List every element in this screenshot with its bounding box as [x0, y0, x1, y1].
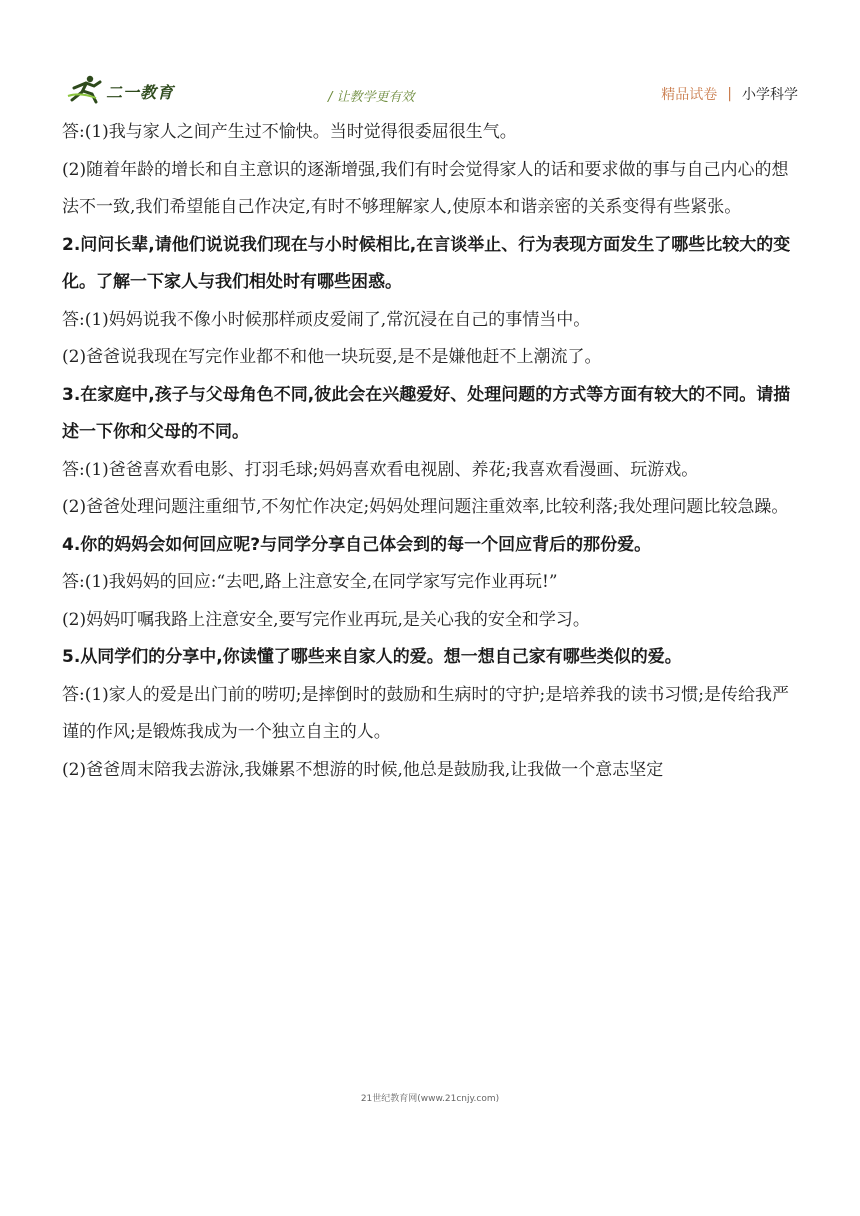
question-paragraph: 3.在家庭中,孩子与父母角色不同,彼此会在兴趣爱好、处理问题的方式等方面有较大的不同。请描述一下你和父母的不同。 — [62, 384, 791, 442]
question-paragraph: 2.问问长辈,请他们说说我们现在与小时候相比,在言谈举止、行为表现方面发生了哪些比较大的变化。了解一下家人与我们相处时有哪些困惑。 — [62, 234, 791, 292]
answer-paragraph: 答:(1)我妈妈的回应:“去吧,路上注意安全,在同学家写完作业再玩!” — [62, 572, 558, 592]
answer-paragraph: 答:(1)我与家人之间产生过不愉快。当时觉得很委屈很生气。 — [62, 122, 517, 142]
answer-paragraph: (2)随着年龄的增长和自主意识的逐渐增强,我们有时会觉得家人的话和要求做的事与自己内心的想法不一致,我们希望能自己作决定,有时不够理解家人,使原本和谐亲密的关系变得有些紧张。 — [62, 159, 789, 217]
document-body — [62, 114, 802, 789]
answer-paragraph: 答:(1)爸爸喜欢看电影、打羽毛球;妈妈喜欢看电视剧、养花;我喜欢看漫画、玩游戏。 — [62, 459, 699, 480]
logo-text: 二一教育 — [106, 83, 175, 102]
page-header — [0, 0, 860, 116]
brand-logo — [66, 74, 186, 104]
runner-logo-icon — [66, 74, 106, 104]
answer-paragraph: (2)爸爸周末陪我去游泳,我嫌累不想游的时候,他总是鼓励我,让我做一个意志坚定 — [62, 759, 664, 780]
answer-paragraph: (2)妈妈叮嘱我路上注意安全,要写完作业再玩,是关心我的安全和学习。 — [62, 609, 590, 630]
question-paragraph: 4.你的妈妈会如何回应呢?与同学分享自己体会到的每一个回应背后的那份爱。 — [62, 534, 652, 555]
header-subject: 小学科学 — [742, 87, 798, 103]
header-tag: 精品试卷 — [661, 87, 718, 103]
answer-paragraph: 答:(1)家人的爱是出门前的唠叨;是摔倒时的鼓励和生病时的守护;是培养我的读书习惯;是传给我严谨的作风;是锻炼我成为一个独立自主的人。 — [62, 684, 789, 742]
slogan: / 让教学更有效 — [328, 90, 415, 105]
question-paragraph: 5.从同学们的分享中,你读懂了哪些来自家人的爱。想一想自己家有哪些类似的爱。 — [62, 647, 682, 667]
header-separator: | — [727, 86, 732, 102]
answer-paragraph: (2)爸爸处理问题注重细节,不匆忙作决定;妈妈处理问题注重效率,比较利落;我处理问题比较急躁。 — [62, 497, 789, 517]
header-right — [661, 84, 798, 104]
answer-paragraph: (2)爸爸说我现在写完作业都不和他一块玩耍,是不是嫌他赶不上潮流了。 — [62, 347, 602, 367]
answer-paragraph: 答:(1)妈妈说我不像小时候那样顽皮爱闹了,常沉浸在自己的事情当中。 — [62, 309, 591, 330]
page-footer: 21世纪教育网(www.21cnjy.com) — [360, 1094, 500, 1104]
